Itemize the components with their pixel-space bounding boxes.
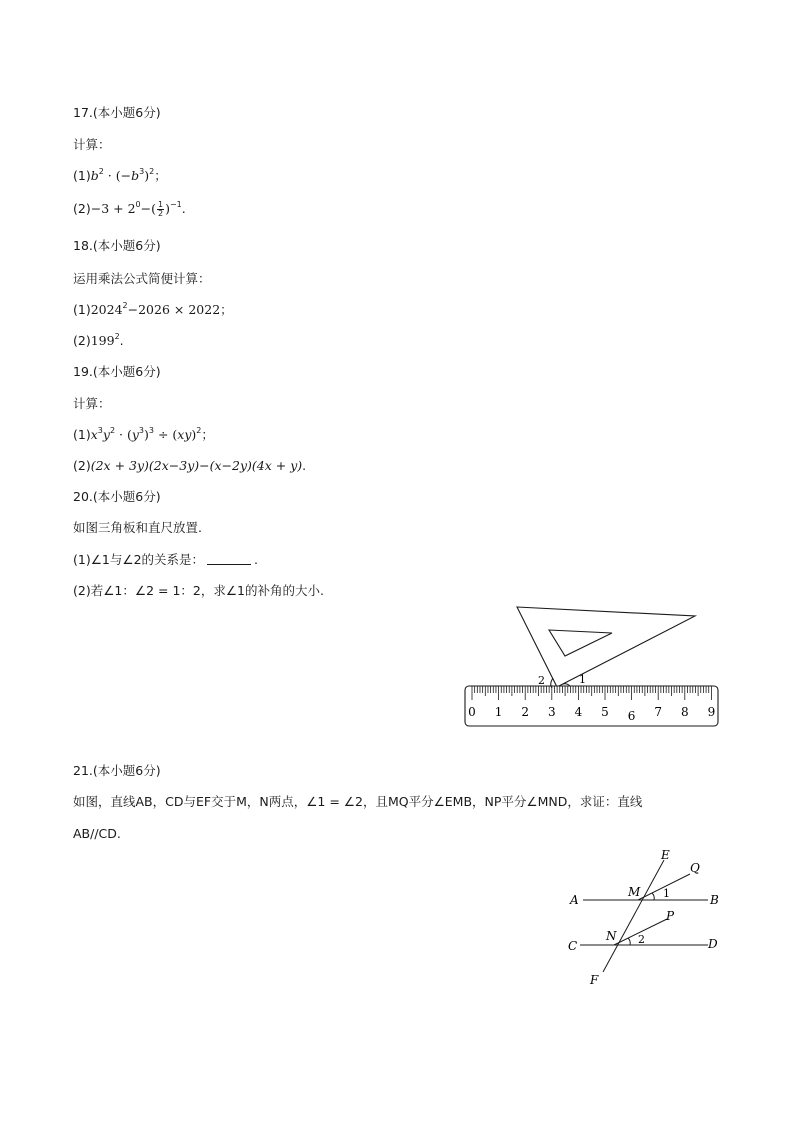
q20-part2: (2)若∠1：∠2 = 1：2，求∠1的补角的大小. bbox=[73, 583, 324, 598]
answer-blank bbox=[207, 552, 251, 565]
q17-part2: $(2)-3 + 2^0-$( $\frac{1}{2}$ )$^{-1}$. bbox=[73, 200, 186, 218]
triangle-ruler-figure bbox=[460, 600, 730, 735]
label-angle-1: 1 bbox=[663, 887, 670, 900]
angle-1-label: 1 bbox=[579, 673, 586, 686]
label-n: N bbox=[606, 929, 617, 943]
ruler-number: 4 bbox=[574, 705, 583, 719]
q19-header: 19.(本小题6分) bbox=[73, 364, 161, 379]
q18-part1: $(1)2024^2-2026 \times 2022$； bbox=[73, 301, 233, 317]
ruler-number: 9 bbox=[707, 705, 716, 719]
label-d: D bbox=[708, 937, 718, 951]
label-angle-2: 2 bbox=[638, 933, 645, 946]
ruler-number: 6 bbox=[627, 709, 636, 723]
label-b: B bbox=[710, 893, 719, 907]
ruler-number: 2 bbox=[521, 705, 530, 719]
line-ef bbox=[603, 860, 664, 972]
label-m: M bbox=[628, 885, 641, 899]
q21-line1: 如图，直线AB，CD与EF交于M，N两点，∠1 = ∠2，且MQ平分∠EMB，NP平分∠MND，求证：直线 bbox=[73, 794, 643, 809]
q21-header: 21.(本小题6分) bbox=[73, 763, 161, 778]
label-c: C bbox=[568, 939, 578, 953]
angle-2-arc bbox=[628, 938, 630, 945]
q19-part2: (2)(2x + 3y)(2x−3y)−(x−2y)(4x + y). bbox=[73, 458, 307, 473]
ruler-number: 3 bbox=[547, 705, 556, 719]
q21-line2: AB//CD. bbox=[73, 826, 121, 841]
q17-header: 17.(本小题6分) bbox=[73, 105, 161, 120]
q20-prompt: 如图三角板和直尺放置. bbox=[73, 520, 202, 535]
angle-2-label: 2 bbox=[538, 674, 545, 687]
q19-prompt: 计算： bbox=[73, 396, 111, 411]
label-e: E bbox=[661, 848, 670, 862]
q19-part1: $(1)x^3y^2 \cdot (y^3)^3 \div (xy)^2$； bbox=[73, 426, 214, 442]
q17-prompt: 计算： bbox=[73, 137, 111, 152]
label-a: A bbox=[570, 893, 579, 907]
ruler-number: 1 bbox=[494, 705, 503, 719]
q18-part2: $(2)199^2$. bbox=[73, 332, 124, 348]
q18-header: 18.(本小题6分) bbox=[73, 238, 161, 253]
q20-header: 20.(本小题6分) bbox=[73, 489, 161, 504]
q18-prompt: 运用乘法公式简便计算： bbox=[73, 271, 211, 286]
label-q: Q bbox=[690, 861, 700, 875]
q17-fraction: $\frac{1}{2}$ bbox=[157, 200, 164, 218]
ruler-number: 0 bbox=[468, 705, 476, 719]
ruler-number: 7 bbox=[654, 705, 663, 719]
q20-part1: (1)∠1与∠2的关系是： . bbox=[73, 552, 259, 567]
label-p: P bbox=[666, 909, 675, 923]
parallel-lines-figure bbox=[560, 845, 730, 990]
q17-part1: $(1)b^2 \cdot (-b^3)^2$； bbox=[73, 167, 167, 183]
ruler-number: 8 bbox=[680, 705, 689, 719]
ruler-number: 5 bbox=[601, 705, 609, 719]
label-f: F bbox=[590, 973, 599, 987]
angle-1-arc bbox=[652, 893, 654, 900]
